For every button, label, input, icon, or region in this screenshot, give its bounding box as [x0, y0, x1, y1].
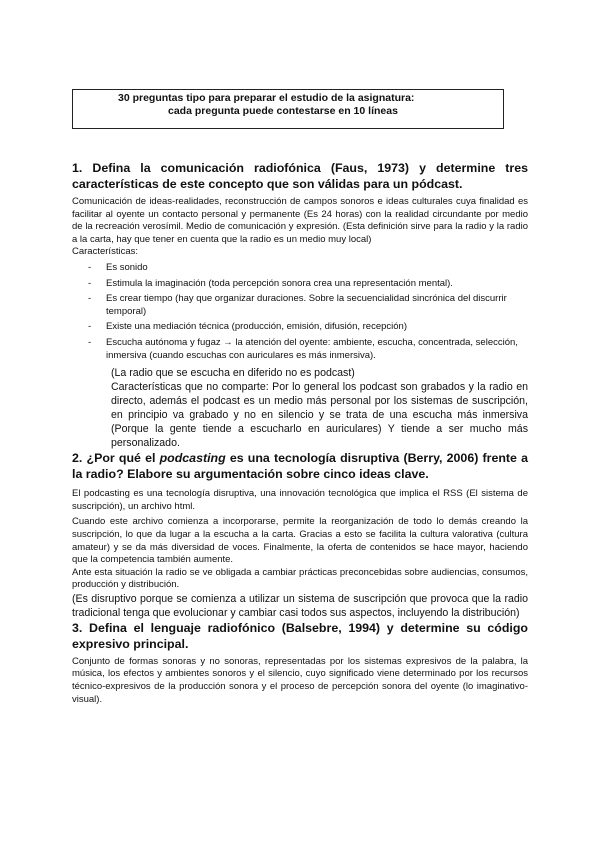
question-2-paragraph-1: El podcasting es una tecnología disruptiva, una innovación tecnológica que implica el RSS (El sistema de suscripción), un archivo html.: [72, 488, 528, 512]
list-item: - Estimula la imaginación (toda percepción sonora crea una representación mental).: [72, 278, 528, 291]
list-item: - Escucha autónoma y fugaz → la atención del oyente: ambiente, escucha, concentrada, selección, inmersiva (cuando escuchas con auriculares es más inmersiva).: [72, 337, 528, 362]
title-line-1: 30 preguntas tipo para preparar el estudio de la asignatura:: [118, 92, 415, 104]
list-item: - Es sonido: [72, 262, 528, 275]
question-3-heading: 3. Defina el lenguaje radiofónico (Balsebre, 1994) y determine su código expresivo principal.: [72, 620, 528, 651]
list-item: - Existe una mediación técnica (producción, emisión, difusión, recepción): [72, 321, 528, 334]
title-line-2: cada pregunta puede contestarse en 10 líneas: [168, 105, 398, 117]
question-2-paragraph-3: Ante esta situación la radio se ve obligada a cambiar prácticas preconcebidas sobre audiencias, consumos, producción y distribución.: [72, 566, 528, 591]
title-box: [72, 89, 504, 129]
features-label: Características:: [72, 246, 138, 258]
features-list: [72, 262, 528, 362]
question-2-paragraph-4: (Es disruptivo porque se comienza a utilizar un sistema de suscripción que provoca que la radio tradicional tenga que evolucionar y cambiar casi todos sus aspectos, incluyendo la distribución): [72, 592, 528, 619]
podcasting-term: podcasting: [159, 451, 226, 466]
note-diferido: (La radio que se escucha en diferido no es podcast): [111, 367, 355, 380]
question-1-heading: 1. Defina la comunicación radiofónica (Faus, 1973) y determine tres características de este concepto que son válidas para un pódcast.: [72, 161, 528, 191]
question-2-paragraph-2: Cuando este archivo comienza a incorporarse, permite la reorganización de todo lo demás creando la suscripción, lo que da lugar a la escucha a la carta. Gracias a esto se facilita la cultura valorativa (cultura amateur) y se da más diversidad de voces. Finalmente, la oferta de contenidos se hace mayor, haciendo que la competencia también aumente.: [72, 516, 528, 566]
question-3-definition: Conjunto de formas sonoras y no sonoras, representadas por los sistemas expresivos de la palabra, la música, los efectos y ambientes sonoros y el silencio, cuyo significado viene determinado por los recursos técnico-expresivos de la producción sonora y el proceso de percepción sonora del oyente (lo imaginativo-visual).: [72, 655, 528, 705]
question-2-heading: 2. ¿Por qué el podcasting es una tecnología disruptiva (Berry, 2006) frente a la radio? Elabore su argumentación sobre cinco ideas clave.: [72, 451, 528, 482]
note-differences: Características que no comparte: Por lo general los podcast son grabados y la radio en directo, además el podcast es un medio más personal por los sistemas de suscripción, en principio va grabado y no en silencio y se trata de una escucha más inmersiva (Porque la gente tiende a escucharlo en auriculares) Y tiende a ser mucho más personalizado.: [111, 381, 528, 450]
question-1-definition: Comunicación de ideas-realidades, reconstrucción de campos sonoros e ideas culturales cuya finalidad es facilitar al oyente un contacto personal y permanente (Es 24 horas) con la realidad circundante por medio de la recreación verosímil. Medio de comunicación y expresión. (Esta definición sirve para la radio y la radio a la carta, hay que tener en cuenta que la radio es un medio muy local): [72, 196, 528, 245]
document-content: [72, 160, 528, 706]
list-item: - Es crear tiempo (hay que organizar duraciones. Sobre la secuencialidad sincrónica del discurrir temporal): [72, 293, 528, 318]
